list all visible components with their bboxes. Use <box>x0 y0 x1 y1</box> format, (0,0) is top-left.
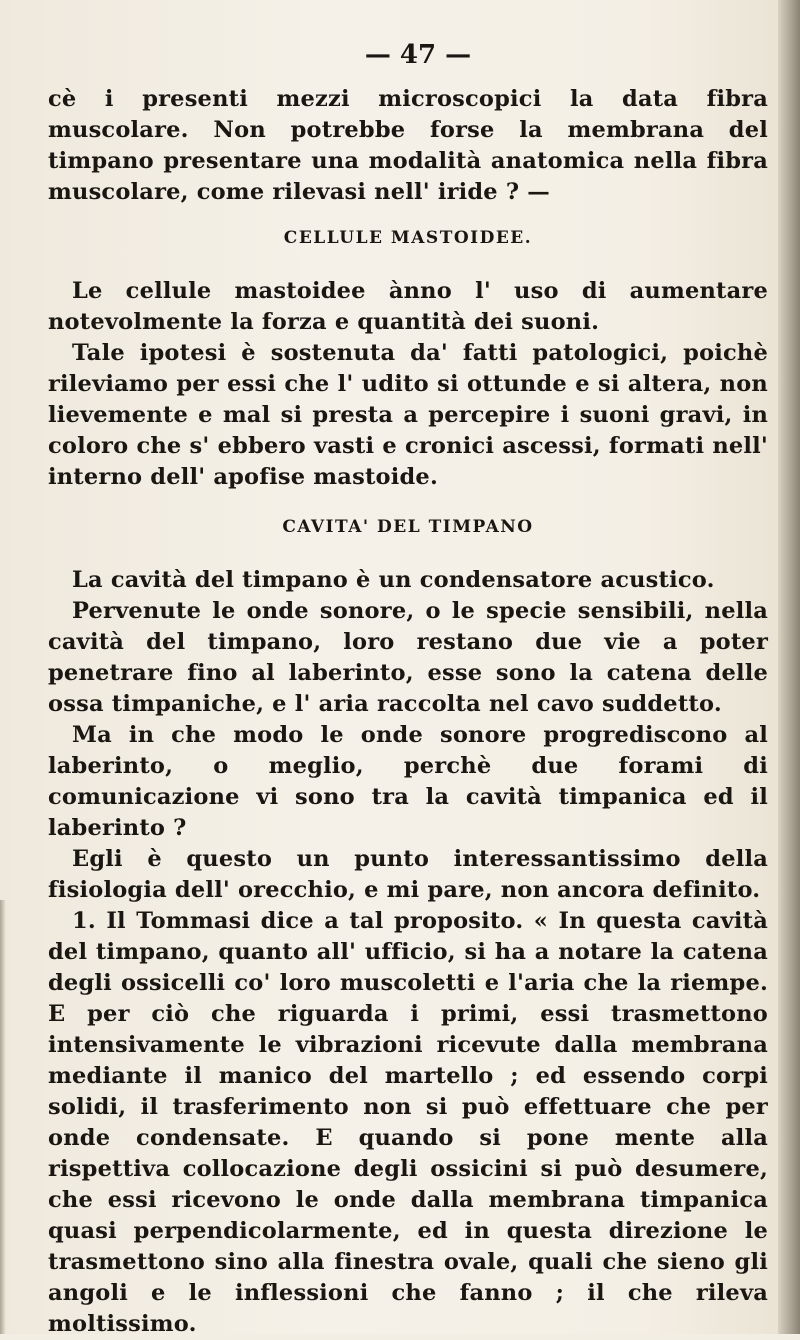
section-heading-cavita-del-timpano: CAVITA' DEL TIMPANO <box>282 517 534 537</box>
page-content <box>48 38 768 1340</box>
intro-paragraph: cè i presenti mezzi microscopici la data fibra muscolare. Non potrebbe forse la membrana del timpano presentare una modalità anatomica nella fibra muscolare, come rilevasi nell' iride ? — <box>48 86 768 205</box>
page-edge-shadow <box>778 0 800 1334</box>
paragraph: Ma in che modo le onde sonore progrediscono al laberinto, o meglio, perchè due forami di comunicazione vi sono tra la cavità timpanica ed il laberinto ? <box>48 722 768 841</box>
paragraph: Tale ipotesi è sostenuta da' fatti patologici, poichè rileviamo per essi che l' udito si ottunde e si altera, non lievemente e mal si presta a percepire i suoni gravi, in coloro che s' ebbero vasti e cronici ascessi, formati nell' interno dell' apofise mastoide. <box>48 340 768 490</box>
paragraph: La cavità del timpano è un condensatore acustico. <box>72 567 715 593</box>
paragraph: 1. Il Tommasi dice a tal proposito. « In questa cavità del timpano, quanto all' ufficio, si ha a notare la catena degli ossicelli co' loro muscoletti e l'aria che la riempe. E per ciò che riguarda i primi, essi trasmettono intensivamente le vibrazioni ricevute dalla membrana mediante il manico del martello ; ed essendo corpi solidi, il trasferimento non si può effettuare che per onde condensate. E quando si pone mente alla rispettiva collocazione degli ossicini si può desumere, che essi ricevono le onde dalla membrana timpanica quasi perpendicolarmente, ed in questa direzione le trasmettono sino alla finestra ovale, quali che sieno gli angoli e le inflessioni che fanno ; il che rileva moltissimo. <box>48 908 768 1337</box>
paragraph: Pervenute le onde sonore, o le specie sensibili, nella cavità del timpano, loro restano due vie a poter penetrare fino al laberinto, esse sono la catena delle ossa timpaniche, e l' aria raccolta nel cavo suddetto. <box>48 598 768 717</box>
paragraph: Le cellule mastoidee ànno l' uso di aumentare notevolmente la forza e quantità dei suoni. <box>48 278 768 335</box>
page-number: — 47 — <box>364 40 472 70</box>
section-heading-cellule-mastoidee: CELLULE MASTOIDEE. <box>283 228 533 248</box>
paragraph: Egli è questo un punto interessantissimo della fisiologia dell' orecchio, e mi pare, non ancora definito. <box>48 846 768 903</box>
page-edge-shadow-left <box>0 900 6 1334</box>
